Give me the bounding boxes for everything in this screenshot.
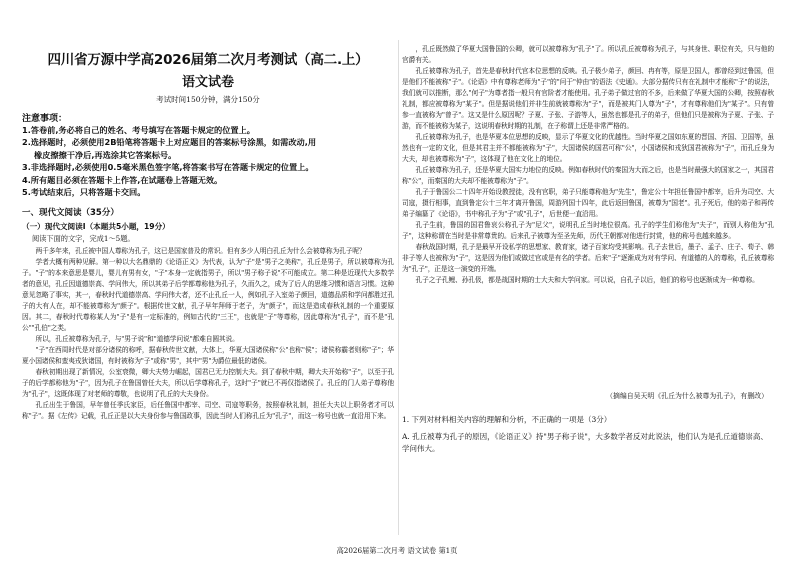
notice-heading: 注意事项： [22, 114, 68, 124]
source-citation: （摘编自吴天明《孔丘为什么被尊为孔子》，有删改） [606, 392, 768, 400]
paragraph: 孔子于鲁国公二十四年开始设教授徒，没有官职，弟子只能尊称他为"先生"，鲁定公十年担任鲁国中都宰，后升为司空、大司寇，摄行相事，直到鲁定公十三年才离开鲁国，周游列国十四年，此后返回鲁国，被尊为"国老"。孔子死后，他的弟子和再传弟子编纂了《论语》，书中称孔子为"子"或"孔子"，后世便一直沿用。 [402, 188, 774, 218]
paragraph: 孔丘被尊称为孔子，也是华夏本位思想的反映，显示了华夏文化的优越性。当时华夏之国如东夏的晋国、齐国、卫国等，虽然也有一定的文化，但是其君主并不都能被称为"子"，大国诸侯的国君可称"公"，小国诸侯和戎狄国君被称为"子"，而孔丘身为大夫，却也被尊称为"子"，这体现了他在文化上的地位。 [402, 133, 774, 163]
paragraph: "子"在西周时代是对部分诸侯的称呼，据春秋传世文献，大体上，华夏大国诸侯称"公"也称"侯"；诸侯称霸者则称"子"；华夏小国诸侯和蛮夷戎狄诸国，有时被称为"子"或称"男"，其中"男"为爵位最低的诸侯。 [22, 346, 394, 366]
notice-item: 4.所有题目必须在答题卡上作答,在试题卷上答题无效。 [22, 174, 223, 185]
page-footer: 高2026届第二次月考 语文试卷 第1页 [336, 546, 458, 555]
passage-left [22, 246, 394, 422]
paragraph: 孔丘被尊称为孔子，首先是春秋时代官本位思想的反映。孔子极少弟子，颜回、冉有等，原是卫国人，都曾经到过鲁国，但是他们不能被称"子"。《论语》中有尊称老师为"子"的"问于"仲由"的语法《史通》。大部分据传只有在礼制中才能称"子"的说法，我们就可以推断，那么"何子"为尊者指一般只有官阶者才能使用。孔子弟子做过官的不多，后来做了华夏大国的公卿，按照春秋礼制，都应被尊称为"某子"。但是据说他们并非生前就被尊称为"子"，而是被其门人尊为"子"，才有尊称他们为"某子"。只有曾参一直被称为"曾子"。这又是什么原因呢？子夏、子张、子游等人，虽然也都是孔子的弟子，但他们只是被称为子夏、子张、子游，而不能被称为某子，这说明春秋时期的礼制，在子称谓上还是非常严格的。 [402, 67, 774, 130]
notice-item: 1.答卷前,务必将自己的姓名、考号填写在答题卡规定的位置上。 [22, 125, 255, 135]
notice-list [22, 124, 394, 198]
paragraph: 孔子生前，鲁国的国君鲁哀公称孔子为"尼父"，说明孔丘当时地位很高。孔子的学生们称他为"夫子"，而别人称他为"孔子"，这种称谓在当时是非常尊贵的。后来孔子被尊为至圣先师，历代王朝都对他进行封赏，他的称号也越来越多。 [402, 221, 774, 240]
reading-instruction: 阅读下面的文字，完成1～5题。 [32, 234, 135, 244]
paragraph: 两千多年来，孔丘被中国人尊称为孔子，这已是国家普及的常识。但有多少人明白孔丘为什么会被尊称为孔子呢？ [35, 247, 366, 256]
question-1: 1. 下列对材料相关内容的理解和分析，不正确的一项是（3分） [402, 415, 612, 424]
exam-subject: 语文试卷 [181, 75, 234, 90]
notice-item: 5.考试结束后，只将答题卡交回。 [22, 187, 146, 198]
section-heading: 一、现代文阅读（35分） [22, 208, 119, 219]
paragraph: 孔丘被尊称为孔子，还是华夏大国实力地位的反映。例如春秋时代的秦国为大而之后，也是当时最强大的国家之一，其国君称"公"，而秦国的大夫却不能被尊称为"子"。 [402, 166, 774, 185]
left-column [22, 0, 394, 561]
right-column [402, 0, 774, 561]
paragraph: ，孔丘既然做了华夏大国鲁国的公卿，就可以被尊称为"孔子"了。所以孔丘被尊称为孔子，与其身世、职位有关，只与他的官爵有关。 [402, 45, 774, 64]
paragraph: 春秋初期出现了新情况，公室衰微，卿大夫势力崛起，国君已无力控制大夫。到了春秋中期，卿大夫开始称"子"，以至于孔子的后学都称他为"子"，因为孔子在鲁国曾任大夫，所以后学尊称孔子，这时"子"就已不再仅指诸侯了。孔丘的门人弟子尊称他为"孔子"，这既体现了对老师的尊敬，也说明了孔丘的大夫身份。 [22, 368, 394, 399]
notice-item: 橡皮擦擦干净后,再选涂其它答案标号。 [34, 149, 177, 160]
question-1-option-a: A. 孔丘被尊为孔子的原因，《论语正义》持"男子称子说"，大多数学者反对此说法，他们认为是孔丘道德崇高、学问伟大。 [402, 432, 768, 453]
paragraph: 所以，孔丘被尊称为孔子，与"男子说"和"道德学问说"都难自圆其说。 [35, 335, 239, 344]
passage-right [402, 44, 774, 386]
notice-item: 3.非选择题时,必须使用0.5毫米黑色签字笔,将答案书写在答题卡规定的位置上。 [22, 162, 314, 173]
column-divider [398, 40, 399, 535]
paragraph: 学者大概有两种见解。第一种以大名鼎鼎的《论语正义》为代表，认为"子"是"男子之美称"，孔丘是男子，所以被尊称为孔子。"子"的本来意思是婴儿，婴儿有男有女，"子"本身一定就指男子，所以"男子称子说"不可能成立。第二种是近现代大多数学者的意见，孔丘因道德崇高、学问伟大，所以其弟子后学都尊称他为孔子，久而久之，成为了后人的思维习惯和语言习惯。这种意见忽略了事实，其一，春秋时代道德崇高、学问伟大者，还不止孔丘一人，例如孔子入室弟子颜回，道德品质和学问都胜过孔子的大有人在，却不能被尊称为"颜子"。根据传世文献，孔子早年拜师于老子，为"颜子"，而这是造成春秋礼制的一个重要原因。其二，春秋时代尊称某人为"子"是有一定标准的，例如古代的"三王"，也就是"子"等尊称，因此尊称为"孔子"，而不是"孔公""孔伯"之类。 [22, 258, 394, 333]
notice-item: 2.选择题时，必须使用2B铅笔将答题卡上对应题目的答案标号涂黑，如需改动,用 [22, 137, 317, 148]
exam-meta: 考试时间150分钟，满分150分 [156, 95, 260, 104]
paragraph: 春秋战国时期，孔子是最早开设私学的思想家、教育家，诸子百家均受其影响。孔子去世后，墨子、孟子、庄子、荀子、韩非子等人也被称为"子"，这是因为他们或做过官或是有名的学者。后来"子"逐渐成为对有学问、有道德的人的尊称，孔丘被尊称为"孔子"，正是这一演变的开端。 [402, 243, 774, 273]
subsection-heading: （一）现代文阅读I（本题共5小题，19分） [22, 222, 170, 232]
exam-title: 四川省万源中学高2026届第二次月考测试（高二.上） [47, 52, 369, 68]
paragraph: 孔丘出生于鲁国，早年曾任季氏家臣，后任鲁国中都宰、司空、司寇等职务，按照春秋礼制，担任大夫以上职务者才可以称"子"。据《左传》记载，孔丘正是以大夫身份参与鲁国政事，因此当时人们称孔丘为"孔子"，而这一称号也就一直沿用下来。 [22, 401, 394, 421]
paragraph: 孔子之子孔鲤、孙孔伋，都是战国时期的士大夫和大学问家。可以说，自孔子以后，他们的称号也逐渐成为一种尊称。 [415, 276, 759, 284]
